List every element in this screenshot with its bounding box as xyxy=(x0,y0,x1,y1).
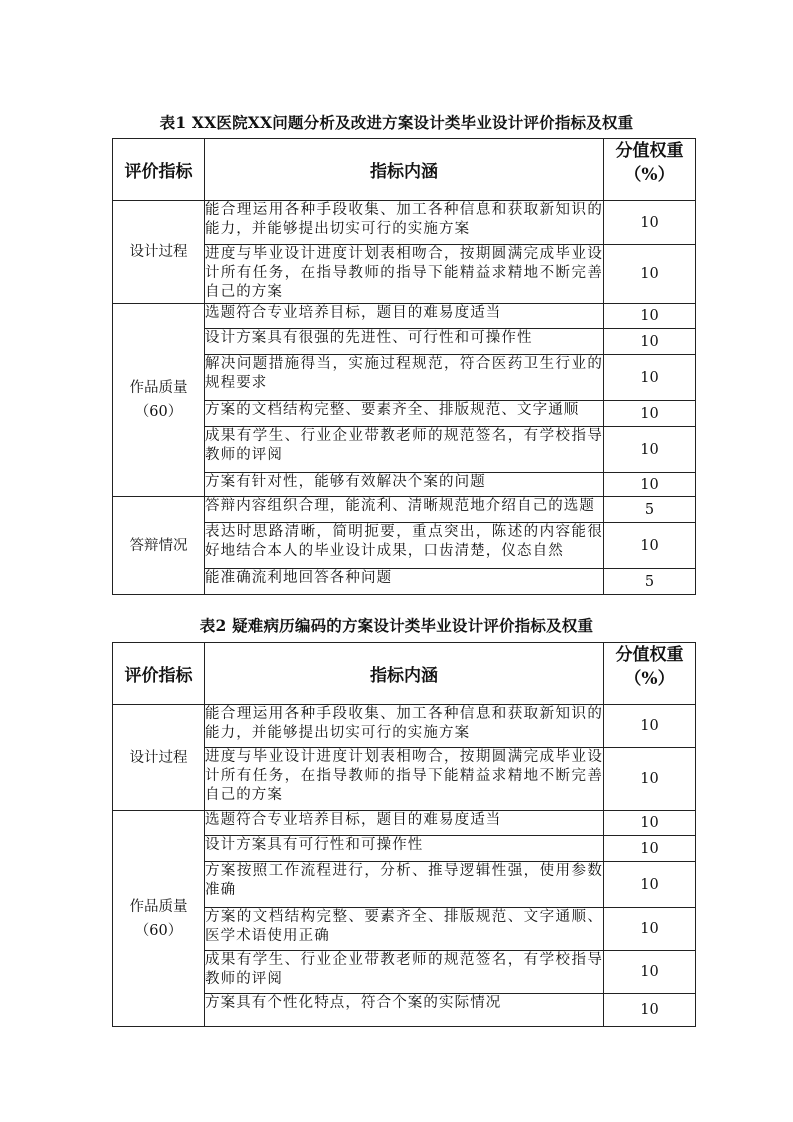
indicator-description: 方案有针对性，能够有效解决个案的问题 xyxy=(205,473,604,497)
category-name: 设计过程 xyxy=(129,749,188,766)
indicator-description: 方案具有个性化特点，符合个案的实际情况 xyxy=(205,994,604,1027)
header-weight-line2: （%） xyxy=(624,165,675,185)
indicator-description: 进度与毕业设计进度计划表相吻合，按期圆满完成毕业设计所有任务，在指导教师的指导下能精益求精地不断完善自己的方案 xyxy=(205,245,604,304)
category-cell xyxy=(113,304,205,497)
indicator-score: 10 xyxy=(604,862,696,908)
category-name: 答辩情况 xyxy=(129,537,188,554)
table-row xyxy=(113,201,696,245)
indicator-description: 选题符合专业培养目标，题目的难易度适当 xyxy=(205,304,604,329)
indicator-score: 5 xyxy=(604,569,696,595)
table1-evaluation-table xyxy=(112,138,696,595)
indicator-description: 方案的文档结构完整、要素齐全、排版规范、文字通顺、医学术语使用正确 xyxy=(205,908,604,951)
indicator-score: 10 xyxy=(604,523,696,569)
table-row xyxy=(113,497,696,523)
table-row xyxy=(113,811,696,836)
indicator-score: 10 xyxy=(604,355,696,401)
indicator-score: 10 xyxy=(604,994,696,1027)
indicator-description: 设计方案具有可行性和可操作性 xyxy=(205,836,604,862)
indicator-description: 选题符合专业培养目标，题目的难易度适当 xyxy=(205,811,604,836)
indicator-score: 10 xyxy=(604,908,696,951)
indicator-score: 10 xyxy=(604,401,696,427)
table2-evaluation-table xyxy=(112,642,696,1027)
category-name: 设计过程 xyxy=(129,244,188,260)
indicator-description: 设计方案具有很强的先进性、可行性和可操作性 xyxy=(205,329,604,355)
indicator-score: 10 xyxy=(604,473,696,497)
indicator-description: 表达时思路清晰，简明扼要，重点突出，陈述的内容能很好地结合本人的毕业设计成果，口齿清楚，仪态自然 xyxy=(205,523,604,569)
indicator-score: 10 xyxy=(604,329,696,355)
indicator-score: 10 xyxy=(604,304,696,329)
indicator-score: 10 xyxy=(604,951,696,994)
category-cell xyxy=(113,811,205,1027)
header-content: 指标内涵 xyxy=(205,643,604,705)
indicator-description: 成果有学生、行业企业带教老师的规范签名，有学校指导教师的评阅 xyxy=(205,427,604,473)
indicator-description: 能合理运用各种手段收集、加工各种信息和获取新知识的能力，并能够提出切实可行的实施方案 xyxy=(205,201,604,245)
header-weight xyxy=(604,643,696,705)
header-indicator: 评价指标 xyxy=(113,643,205,705)
indicator-description: 解决问题措施得当，实施过程规范，符合医药卫生行业的规程要求 xyxy=(205,355,604,401)
header-weight-line1: 分值权重 xyxy=(615,141,684,161)
indicator-description: 能合理运用各种手段收集、加工各种信息和获取新知识的能力，并能够提出切实可行的实施方案 xyxy=(205,705,604,748)
header-weight-line2: （%） xyxy=(624,669,675,689)
table1-caption: 表1 XX医院XX问题分析及改进方案设计类毕业设计评价指标及权重 xyxy=(159,113,634,132)
indicator-description: 进度与毕业设计进度计划表相吻合，按期圆满完成毕业设计所有任务，在指导教师的指导下能精益求精地不断完善自己的方案 xyxy=(205,748,604,811)
indicator-score: 10 xyxy=(604,245,696,304)
indicator-score: 10 xyxy=(604,427,696,473)
category-cell xyxy=(113,201,205,304)
indicator-score: 10 xyxy=(604,748,696,811)
indicator-description: 能准确流利地回答各种问题 xyxy=(205,569,604,595)
header-content: 指标内涵 xyxy=(205,139,604,201)
indicator-description: 方案按照工作流程进行，分析、推导逻辑性强，使用参数准确 xyxy=(205,862,604,908)
category-cell xyxy=(113,705,205,811)
header-indicator: 评价指标 xyxy=(113,139,205,201)
indicator-score: 10 xyxy=(604,836,696,862)
indicator-score: 10 xyxy=(604,201,696,245)
category-name: 作品质量 xyxy=(129,898,188,915)
table-row xyxy=(113,304,696,329)
table-row xyxy=(113,705,696,748)
header-row xyxy=(113,139,696,201)
indicator-description: 方案的文档结构完整、要素齐全、排版规范、文字通顺 xyxy=(205,401,604,427)
header-weight-line1: 分值权重 xyxy=(615,645,684,665)
indicator-description: 答辩内容组织合理，能流利、清晰规范地介绍自己的选题 xyxy=(205,497,604,523)
header-weight xyxy=(604,139,696,201)
indicator-score: 10 xyxy=(604,811,696,836)
category-weight: （60） xyxy=(134,404,183,420)
indicator-score: 10 xyxy=(604,705,696,748)
category-weight: （60） xyxy=(134,922,183,939)
category-cell xyxy=(113,497,205,595)
header-row xyxy=(113,643,696,705)
indicator-description: 成果有学生、行业企业带教老师的规范签名，有学校指导教师的评阅 xyxy=(205,951,604,994)
category-name: 作品质量 xyxy=(129,380,188,396)
table2-caption: 表2 疑难病历编码的方案设计类毕业设计评价指标及权重 xyxy=(199,616,594,635)
indicator-score: 5 xyxy=(604,497,696,523)
